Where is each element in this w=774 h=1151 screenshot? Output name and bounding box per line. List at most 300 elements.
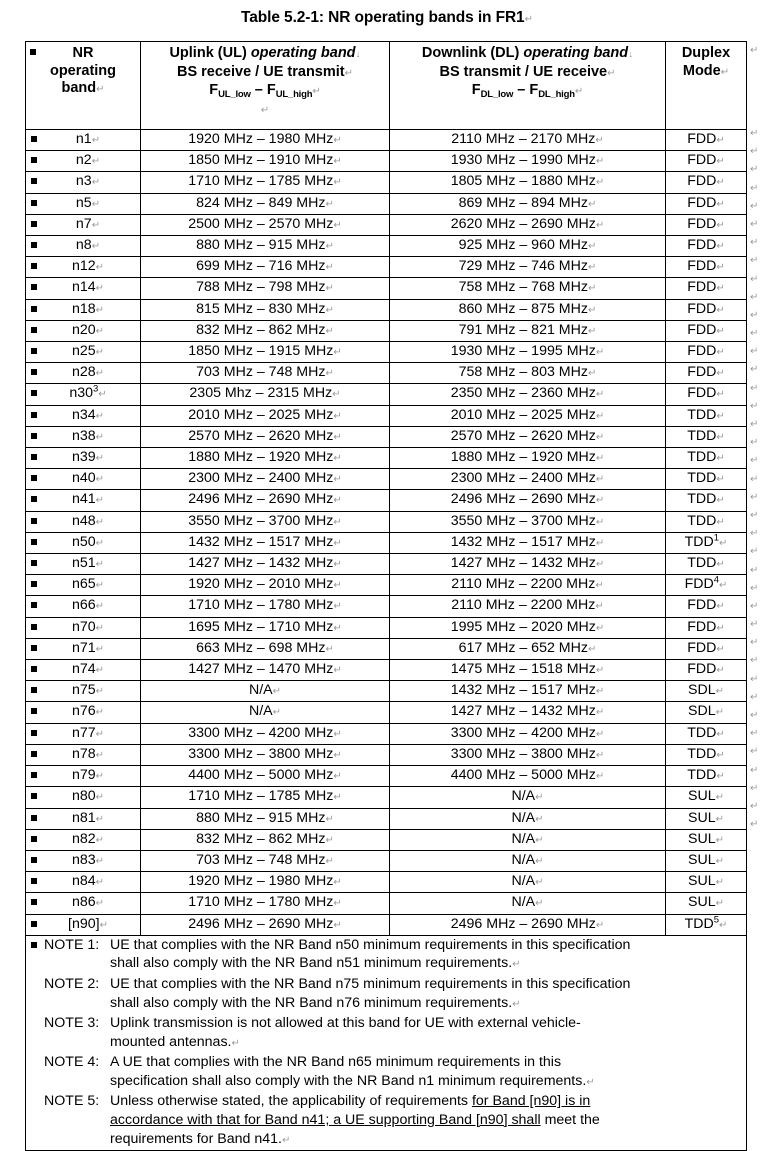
pilcrow-mark: ↵ <box>750 128 759 139</box>
pilcrow-mark: ↵ <box>333 771 342 783</box>
header-duplex-line1: Duplex <box>681 45 731 61</box>
pilcrow-mark: ↵ <box>750 528 759 540</box>
pilcrow-mark: ↵ <box>595 410 605 422</box>
pilcrow-mark: ↵ <box>95 877 105 889</box>
cell-band <box>26 766 141 787</box>
cell-downlink-range <box>390 257 666 278</box>
band-label: n70 <box>71 618 96 635</box>
pilcrow-mark: ↵ <box>715 686 724 698</box>
note-text <box>110 975 746 994</box>
cell-duplex-mode <box>666 448 747 469</box>
note-text <box>110 1072 746 1093</box>
duplex-note-reference: 5 <box>713 913 720 925</box>
bullet-icon <box>31 306 37 312</box>
uplink-range-value: 2010 MHz – 2025 MHz <box>188 406 334 423</box>
header-band-line3: band <box>61 80 97 96</box>
cell-band <box>26 342 141 363</box>
pilcrow-mark: ↵ <box>595 431 605 443</box>
cell-uplink-range <box>141 744 390 765</box>
pilcrow-mark: ↵ <box>750 491 759 503</box>
note-label <box>26 1111 110 1130</box>
band-label: n25 <box>71 343 96 360</box>
table-row <box>26 405 747 426</box>
cell-downlink-range <box>390 872 666 893</box>
pilcrow-mark: ↵ <box>595 135 604 146</box>
pilcrow-mark: ↵ <box>595 728 605 740</box>
uplink-range-value: 3550 MHz – 3700 MHz <box>188 512 334 529</box>
downlink-range-value: N/A <box>511 851 536 868</box>
pilcrow-mark: ↵ <box>96 84 105 95</box>
uplink-range-value: 1695 MHz – 1710 MHz <box>188 618 334 635</box>
cell-downlink-range <box>390 511 666 532</box>
bullet-icon <box>31 433 37 439</box>
cell-band <box>26 575 141 596</box>
pilcrow-mark: ↵ <box>750 473 759 485</box>
pilcrow-mark: ↵ <box>716 198 725 210</box>
cell-band <box>26 723 141 744</box>
bullet-icon <box>31 772 37 778</box>
cell-downlink-range <box>390 532 666 553</box>
cell-uplink-range <box>141 596 390 617</box>
cell-duplex-mode <box>666 151 747 172</box>
pilcrow-mark: ↵ <box>95 410 105 422</box>
pilcrow-mark: ↵ <box>512 998 521 1010</box>
cell-band <box>26 787 141 808</box>
pilcrow-mark: ↵ <box>333 347 342 359</box>
pilcrow-mark: ↵ <box>716 135 725 146</box>
cell-duplex-mode <box>666 384 747 405</box>
duplex-mode-value: TDD <box>687 427 717 444</box>
cell-duplex-mode <box>666 236 747 257</box>
pilcrow-mark: ↵ <box>325 283 334 295</box>
pilcrow-mark: ↵ <box>716 749 725 761</box>
cell-uplink-range <box>141 829 390 850</box>
pilcrow-mark: ↵ <box>716 304 725 316</box>
band-label: n41 <box>71 491 96 508</box>
pilcrow-mark: ↵ <box>95 771 105 783</box>
duplex-mode-value: FDD <box>687 258 717 275</box>
cell-band <box>26 660 141 681</box>
cell-band <box>26 320 141 341</box>
downlink-range-value: 3550 MHz – 3700 MHz <box>450 512 596 529</box>
table-row <box>26 278 747 299</box>
table-row <box>26 596 747 617</box>
pilcrow-mark: ↵ <box>325 643 334 655</box>
downlink-range-value: 1805 MHz – 1880 MHz <box>450 173 596 190</box>
cell-band <box>26 130 141 151</box>
downlink-range-value: 3300 MHz – 4200 MHz <box>450 724 596 741</box>
note-text <box>110 1092 746 1111</box>
table-row <box>26 236 747 257</box>
pilcrow-mark: ↵ <box>333 219 342 231</box>
pilcrow-mark: ↵ <box>595 749 605 761</box>
cell-uplink-range <box>141 342 390 363</box>
band-label: n14 <box>71 279 96 296</box>
pilcrow-mark: ↵ <box>95 665 105 677</box>
bullet-icon <box>31 136 37 142</box>
bullet-icon <box>31 836 37 842</box>
pilcrow-mark: ↵ <box>272 686 282 698</box>
pilcrow-mark: ↵ <box>95 622 105 634</box>
note-text-segment: Unless otherwise stated, the applicability of requirements <box>110 1093 472 1110</box>
pilcrow-mark: ↵ <box>95 580 105 592</box>
uplink-range-value: 2496 MHz – 2690 MHz <box>188 915 334 932</box>
table-row <box>26 554 747 575</box>
duplex-mode-value: SUL <box>688 873 716 890</box>
pilcrow-mark: ↵ <box>325 262 334 274</box>
cell-downlink-range <box>390 554 666 575</box>
table-row <box>26 384 747 405</box>
duplex-mode-value: SDL <box>688 682 716 699</box>
table-row <box>26 257 747 278</box>
cell-downlink-range <box>390 236 666 257</box>
notes-cell <box>26 935 747 1151</box>
cell-band <box>26 914 141 935</box>
cell-uplink-range <box>141 193 390 214</box>
cell-duplex-mode <box>666 575 747 596</box>
uplink-range-value: 2500 MHz – 2570 MHz <box>188 215 334 232</box>
pilcrow-mark: ↵ <box>716 495 725 507</box>
pilcrow-mark: ↵ <box>95 601 105 613</box>
column-header-downlink <box>390 42 666 130</box>
cell-uplink-range <box>141 490 390 511</box>
cell-downlink-range <box>390 299 666 320</box>
cell-downlink-range <box>390 320 666 341</box>
cell-uplink-range <box>141 872 390 893</box>
cell-downlink-range <box>390 850 666 871</box>
cell-downlink-range <box>390 617 666 638</box>
note-text-segment: shall also comply with the NR Band n76 minimum requirements. <box>110 994 513 1011</box>
pilcrow-mark: ↵ <box>750 237 759 249</box>
cell-duplex-mode <box>666 469 747 490</box>
table-header-row <box>26 42 747 130</box>
duplex-note-reference: 1 <box>713 532 720 544</box>
band-label: n77 <box>71 724 96 741</box>
column-header-band <box>26 42 141 130</box>
pilcrow-mark: ↵ <box>595 665 605 677</box>
uplink-range-value: 1427 MHz – 1470 MHz <box>188 661 334 678</box>
duplex-mode-value: TDD <box>687 470 717 487</box>
duplex-mode-value: TDD <box>687 724 717 741</box>
cell-duplex-mode <box>666 596 747 617</box>
bullet-icon <box>31 708 37 714</box>
band-label: n80 <box>71 788 96 805</box>
pilcrow-mark: ↵ <box>750 45 759 56</box>
pilcrow-mark: ↵ <box>750 328 759 340</box>
pilcrow-mark: ↵ <box>325 198 334 210</box>
cell-downlink-range <box>390 405 666 426</box>
line-break-arrow-icon: ↓ <box>628 49 634 60</box>
band-label: n86 <box>71 894 96 911</box>
cell-band <box>26 257 141 278</box>
header-ul-line1-italic: operating band <box>250 45 356 61</box>
band-label: [n90] <box>68 915 100 932</box>
note-line <box>26 975 746 994</box>
bullet-icon <box>31 666 37 672</box>
pilcrow-mark: ↵ <box>260 104 270 116</box>
pilcrow-mark: ↵ <box>719 580 728 592</box>
pilcrow-mark: ↵ <box>595 516 605 528</box>
duplex-mode-value: FDD <box>687 152 717 169</box>
duplex-mode-value: TDD <box>687 767 717 784</box>
band-label: n65 <box>71 576 96 593</box>
downlink-range-value: 860 MHz – 875 MHz <box>458 300 588 317</box>
cell-uplink-range <box>141 384 390 405</box>
cell-duplex-mode <box>666 490 747 511</box>
band-label: n8 <box>75 237 92 254</box>
cell-uplink-range <box>141 723 390 744</box>
cell-duplex-mode <box>666 299 747 320</box>
pilcrow-mark: ↵ <box>325 834 334 846</box>
downlink-range-value: 2300 MHz – 2400 MHz <box>450 470 596 487</box>
downlink-range-value: 925 MHz – 960 MHz <box>458 237 588 254</box>
cell-band <box>26 236 141 257</box>
table-row <box>26 617 747 638</box>
table-row <box>26 469 747 490</box>
duplex-mode-value: TDD <box>684 533 714 550</box>
pilcrow-mark: ↵ <box>99 919 108 931</box>
pilcrow-mark: ↵ <box>750 346 759 358</box>
line-break-arrow-icon: ↓ <box>355 49 361 60</box>
pilcrow-mark: ↵ <box>333 749 342 761</box>
pilcrow-mark: ↵ <box>535 834 544 846</box>
pilcrow-mark: ↵ <box>595 177 605 189</box>
band-label: n12 <box>71 258 96 275</box>
pilcrow-mark: ↵ <box>95 643 105 655</box>
table-row <box>26 872 747 893</box>
cell-downlink-range <box>390 151 666 172</box>
header-dl-line1-italic: operating band <box>523 45 629 61</box>
note-line <box>26 994 746 1015</box>
bullet-icon <box>31 942 37 948</box>
pilcrow-mark: ↵ <box>750 164 759 176</box>
band-label: n34 <box>71 406 96 423</box>
downlink-range-value: 791 MHz – 821 MHz <box>458 321 588 338</box>
pilcrow-mark: ↵ <box>595 219 605 231</box>
table-row <box>26 681 747 702</box>
downlink-range-value: 2110 MHz – 2200 MHz <box>451 597 596 614</box>
pilcrow-mark: ↵ <box>595 771 605 783</box>
pilcrow-mark: ↵ <box>595 389 605 401</box>
pilcrow-mark: ↵ <box>333 728 342 740</box>
band-label: n74 <box>71 661 96 678</box>
pilcrow-mark: ↵ <box>750 382 759 394</box>
cell-uplink-range <box>141 850 390 871</box>
uplink-range-value: 663 MHz – 698 MHz <box>196 639 326 656</box>
uplink-range-value: 2300 MHz – 2400 MHz <box>188 470 334 487</box>
uplink-range-value: 880 MHz – 915 MHz <box>196 809 326 826</box>
table-row <box>26 723 747 744</box>
cell-downlink-range <box>390 278 666 299</box>
downlink-range-value: 4400 MHz – 5000 MHz <box>450 767 596 784</box>
note-label <box>26 994 110 1013</box>
header-ul-dash: – <box>254 82 263 98</box>
bullet-icon <box>31 857 37 863</box>
pilcrow-mark: ↵ <box>750 582 759 594</box>
pilcrow-mark: ↵ <box>716 262 725 274</box>
pilcrow-mark: ↵ <box>333 622 342 634</box>
cell-duplex-mode <box>666 426 747 447</box>
uplink-range-value: 2496 MHz – 2690 MHz <box>188 491 334 508</box>
pilcrow-mark: ↵ <box>333 177 342 189</box>
bullet-icon <box>31 645 37 651</box>
page-title <box>0 9 774 27</box>
pilcrow-mark: ↵ <box>750 637 759 649</box>
note-text-segment: UE that complies with the NR Band n50 minimum requirements in this specification <box>110 936 631 953</box>
cell-band <box>26 617 141 638</box>
duplex-mode-value: FDD <box>687 639 717 656</box>
downlink-range-value: 2350 MHz – 2360 MHz <box>450 385 596 402</box>
cell-downlink-range <box>390 342 666 363</box>
cell-uplink-range <box>141 448 390 469</box>
downlink-range-value: 1432 MHz – 1517 MHz <box>450 533 596 550</box>
pilcrow-mark: ↵ <box>607 67 616 79</box>
cell-downlink-range <box>390 914 666 935</box>
header-band-line2: operating <box>49 62 117 79</box>
downlink-range-value: 1930 MHz – 1990 MHz <box>450 152 596 169</box>
pilcrow-mark: ↵ <box>333 601 342 613</box>
pilcrow-mark: ↵ <box>750 200 759 212</box>
uplink-range-value: 1710 MHz – 1780 MHz <box>188 894 334 911</box>
header-dl-line2: BS transmit / UE receive <box>439 63 608 80</box>
page-title-text: Table 5.2-1: NR operating bands in FR1 <box>241 9 525 26</box>
pilcrow-mark: ↵ <box>716 389 725 401</box>
cell-uplink-range <box>141 278 390 299</box>
band-note-reference: 3 <box>92 383 99 395</box>
pilcrow-mark: ↵ <box>716 622 725 634</box>
bullet-icon <box>31 921 37 927</box>
cell-uplink-range <box>141 617 390 638</box>
duplex-mode-value: TDD <box>687 555 717 572</box>
pilcrow-mark: ↵ <box>95 495 105 507</box>
pilcrow-mark: ↵ <box>512 959 521 971</box>
cell-band <box>26 744 141 765</box>
cell-downlink-range <box>390 829 666 850</box>
pilcrow-mark: ↵ <box>715 792 724 804</box>
pilcrow-mark: ↵ <box>325 368 334 380</box>
note-text <box>110 1111 746 1130</box>
cell-downlink-range <box>390 766 666 787</box>
header-ul-f-high: $F_{UL\_high}$ <box>266 82 313 100</box>
uplink-range-value: 832 MHz – 862 MHz <box>196 321 326 338</box>
table-row <box>26 363 747 384</box>
pilcrow-mark: ↵ <box>333 474 342 486</box>
pilcrow-mark: ↵ <box>586 1076 595 1088</box>
band-label: n18 <box>71 300 96 317</box>
cell-band <box>26 554 141 575</box>
bullet-icon <box>31 348 37 354</box>
uplink-range-value: 1920 MHz – 1980 MHz <box>188 873 334 890</box>
pilcrow-mark: ↵ <box>333 537 342 549</box>
bullet-icon <box>31 200 37 206</box>
cell-uplink-range <box>141 702 390 723</box>
pilcrow-mark: ↵ <box>595 559 605 571</box>
table-row <box>26 914 747 935</box>
uplink-range-value: 2305 Mhz – 2315 MHz <box>189 385 333 402</box>
cell-duplex-mode <box>666 320 747 341</box>
pilcrow-mark: ↵ <box>750 182 759 194</box>
notes-row <box>26 935 747 1151</box>
duplex-mode-value: FDD <box>687 279 717 296</box>
bullet-icon <box>31 899 37 905</box>
pilcrow-mark: ↵ <box>95 559 105 571</box>
note-text-segment: specification shall also comply with the NR Band n1 minimum requirements. <box>110 1072 587 1089</box>
pilcrow-mark: ↵ <box>587 262 597 274</box>
uplink-range-value: 832 MHz – 862 MHz <box>196 830 326 847</box>
cell-uplink-range <box>141 808 390 829</box>
uplink-range-value: 1427 MHz – 1432 MHz <box>188 555 334 572</box>
cell-band <box>26 384 141 405</box>
bullet-icon <box>31 284 37 290</box>
cell-downlink-range <box>390 214 666 235</box>
header-dl-f-low: $F_{DL\_low}$ <box>471 82 514 100</box>
cell-downlink-range <box>390 744 666 765</box>
pilcrow-mark: ↵ <box>750 546 759 558</box>
downlink-range-value: 1995 MHz – 2020 MHz <box>450 618 596 635</box>
pilcrow-mark: ↵ <box>716 453 725 465</box>
cell-uplink-range <box>141 914 390 935</box>
cell-downlink-range <box>390 596 666 617</box>
uplink-range-value: N/A <box>248 703 273 720</box>
band-label: n48 <box>71 512 96 529</box>
uplink-range-value: 3300 MHz – 3800 MHz <box>188 745 334 762</box>
duplex-mode-value: FDD <box>687 131 717 147</box>
note-line <box>26 1111 746 1130</box>
note-text <box>110 1130 746 1151</box>
pilcrow-mark: ↵ <box>750 218 759 230</box>
downlink-range-value: 1427 MHz – 1432 MHz <box>450 703 596 720</box>
pilcrow-mark: ↵ <box>333 877 342 889</box>
duplex-mode-value: FDD <box>687 385 717 402</box>
downlink-range-value: 1432 MHz – 1517 MHz <box>450 682 596 699</box>
cell-downlink-range <box>390 448 666 469</box>
band-label: n38 <box>71 427 96 444</box>
pilcrow-mark: ↵ <box>535 813 544 825</box>
bullet-icon <box>30 49 36 55</box>
table-row <box>26 448 747 469</box>
band-label: n28 <box>71 364 96 381</box>
cell-uplink-range <box>141 787 390 808</box>
uplink-range-value: 815 MHz – 830 MHz <box>196 300 326 317</box>
pilcrow-mark: ↵ <box>750 400 759 412</box>
pilcrow-mark: ↵ <box>281 1134 291 1146</box>
band-label: n76 <box>71 703 96 720</box>
pilcrow-mark: ↵ <box>750 691 759 703</box>
pilcrow-mark: ↵ <box>716 601 725 613</box>
cell-duplex-mode <box>666 914 747 935</box>
pilcrow-mark: ↵ <box>95 283 105 295</box>
cell-band <box>26 469 141 490</box>
band-label: n30 <box>69 385 93 402</box>
pilcrow-mark: ↵ <box>716 516 725 528</box>
table-row <box>26 702 747 723</box>
pilcrow-mark: ↵ <box>716 410 725 422</box>
table-row <box>26 744 747 765</box>
pilcrow-mark: ↵ <box>95 368 105 380</box>
note-text-segment: UE that complies with the NR Band n75 minimum requirements in this specification <box>110 975 631 992</box>
uplink-range-value: 3300 MHz – 4200 MHz <box>188 724 334 741</box>
cell-uplink-range <box>141 681 390 702</box>
pilcrow-mark: ↵ <box>750 564 759 576</box>
cell-band <box>26 405 141 426</box>
band-label: n66 <box>71 597 96 614</box>
cell-duplex-mode <box>666 723 747 744</box>
cell-band <box>26 829 141 850</box>
pilcrow-mark: ↵ <box>272 707 282 719</box>
cell-duplex-mode <box>666 660 747 681</box>
pilcrow-mark: ↵ <box>750 146 759 158</box>
band-label: n50 <box>71 533 96 550</box>
